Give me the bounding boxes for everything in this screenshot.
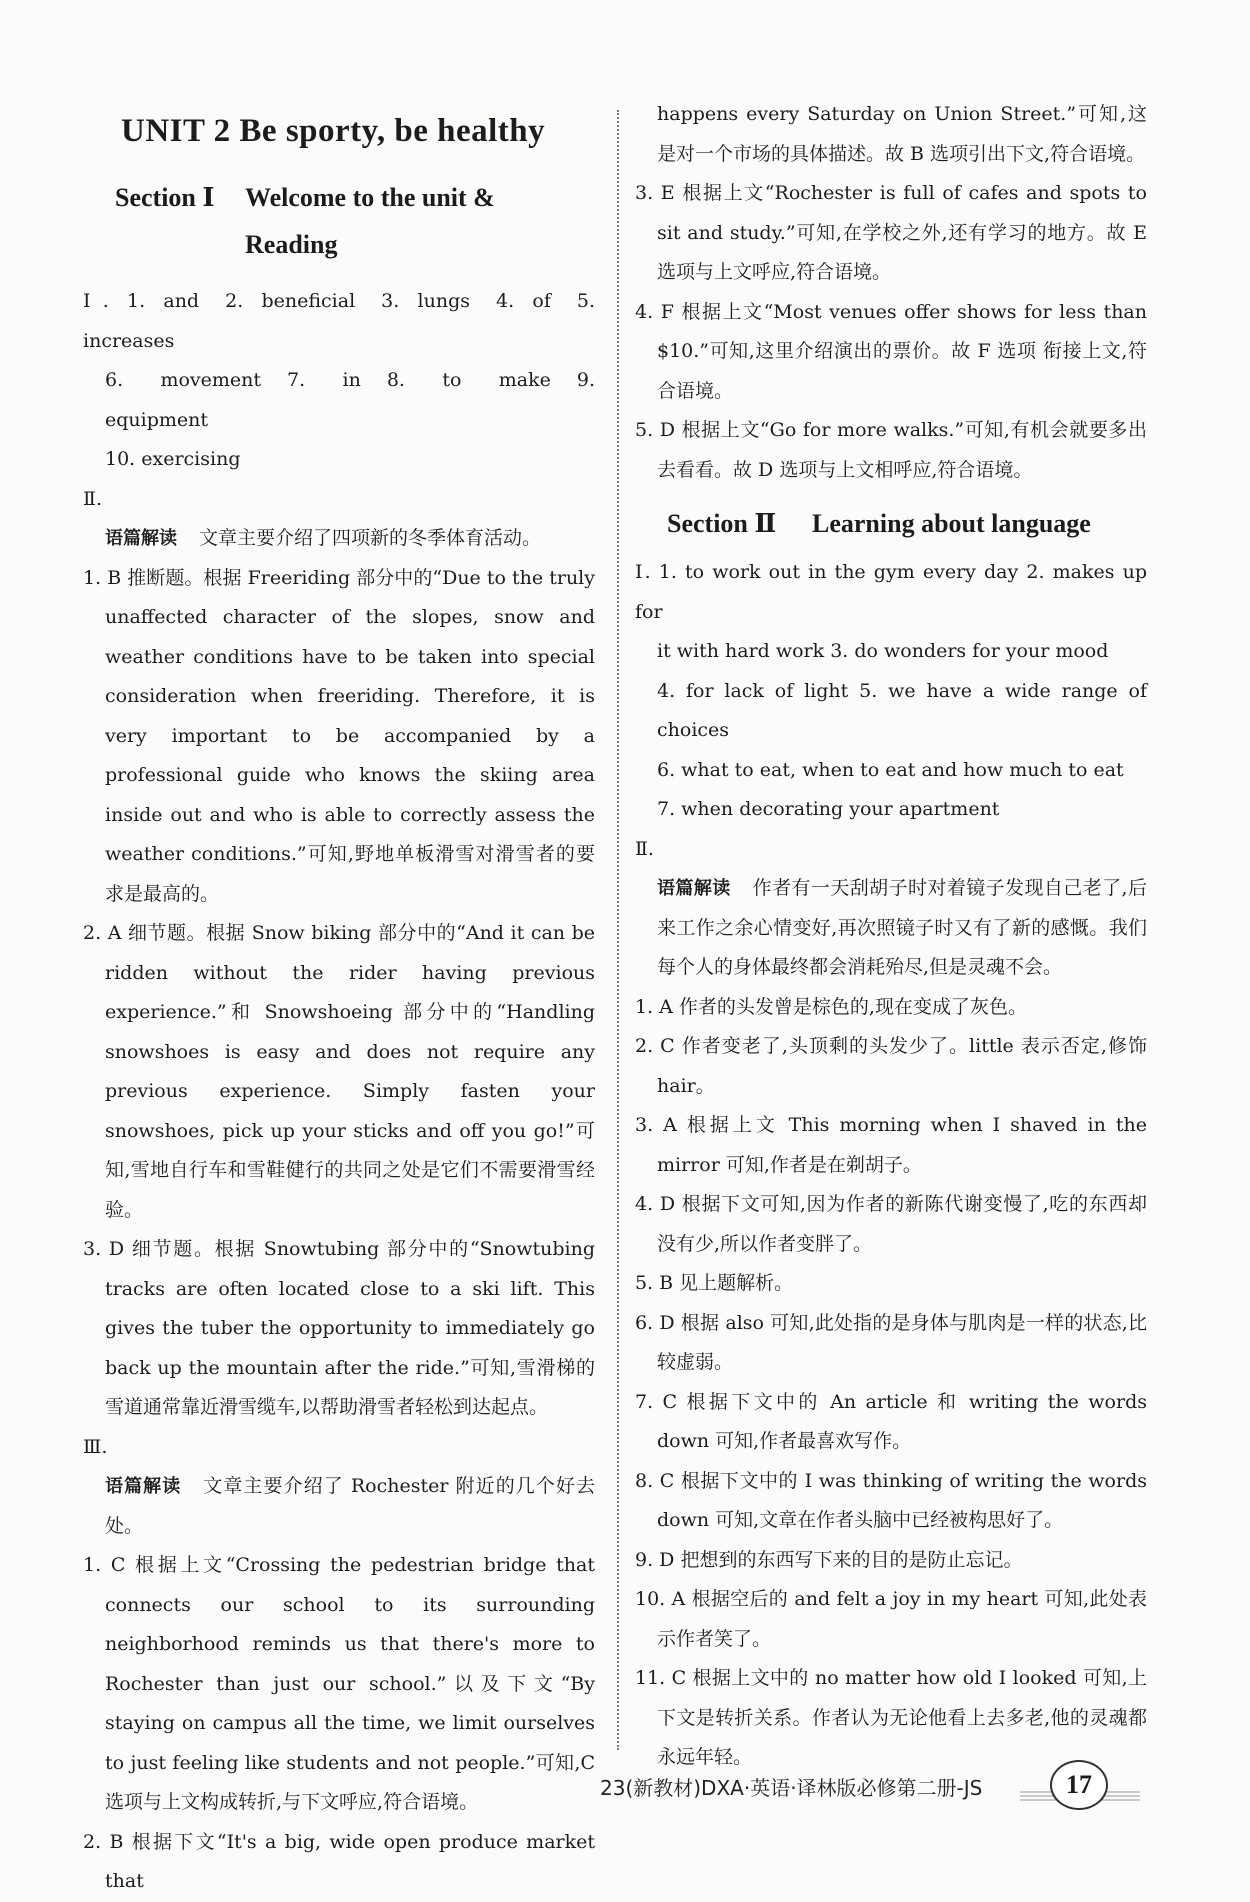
answer-item: 8. to make [386,369,551,391]
r-part1-line: 7. when decorating your apartment [657,798,1000,820]
section1-title-line1: Welcome to the unit & [245,183,495,212]
answer-item: 4. of [496,290,551,312]
unit-title: UNIT 2 Be sporty, be healthy [121,113,546,149]
list-item: 5. B 见上题解析。 [635,1272,794,1294]
list-item: 7. C 根据下文中的 An article 和 writing the words down 可知,作者最喜欢写作。 [635,1390,1147,1452]
part3-intro-tag: 语篇解读 [105,1476,182,1497]
r-part2-intro-tag: 语篇解读 [657,878,731,899]
part2-label: Ⅱ. [83,487,102,510]
list-item: 1. A 作者的头发曾是棕色的,现在变成了灰色。 [635,995,1027,1018]
section2-heading [635,500,1147,547]
list-item: 4. F 根据上文“Most venues offer shows for less than $10.”可知,这里介绍演出的票价。故 F 选项 衔接上文,符合语境。 [635,300,1147,402]
answers-row1 [83,290,595,352]
part1-answers [83,282,595,480]
answer-item: 10. exercising [105,448,241,470]
section2-label: Section Ⅱ [667,509,777,538]
section1-heading [83,174,595,268]
left-column [83,95,595,1902]
part1-label: Ⅰ. [83,290,109,312]
list-item: 11. C 根据上文中的 no matter how old I looked 可知,上下文是转折关系。作者认为无论他看上去多老,他的灵魂都永远年轻。 [635,1667,1147,1768]
section1-label: Section Ⅰ [115,183,215,212]
answers-row3 [83,440,595,480]
list-item: 8. C 根据下文中的 I was thinking of writing the words down 可知,文章在作者头脑中已经被构思好了。 [635,1469,1147,1531]
right-column [635,95,1147,1778]
section1-title-line2: Reading [245,230,338,259]
answer-item: 9. equipment [105,369,595,431]
r-part1-label: Ⅰ. [635,561,651,583]
page-number: 17 [1050,1760,1108,1810]
part3-intro: 语篇解读 文章主要介绍了 Rochester 附近的几个好去处。 [105,1475,595,1537]
r-part1-line: 6. what to eat, when to eat and how much to eat [657,758,1124,781]
r-part2-label: Ⅱ. [635,837,654,860]
answer-item: 7. in [287,369,361,391]
r-part1-line: 4. for lack of light 5. we have a wide range of choices [657,679,1147,741]
list-item: 5. D 根据上文“Go for more walks.”可知,有机会就要多出去看看。故 D 选项与上文相呼应,符合语境。 [635,419,1147,481]
list-item: 9. D 把想到的东西写下来的目的是防止忘记。 [635,1548,1023,1571]
list-item: 2. A 细节题。根据 Snow biking 部分中的“And it can be ridden without the rider having previous experience.”和 Snowshoeing 部分中的“Handling snowshoes is easy and does not require any previous experience. Simply fasten your snowshoes, pick up your sticks and off you go!”可知,雪地自行车和雪鞋健行的共同之处是它们不需要滑雪经验。 [83,922,595,1221]
r-part1-line: it with hard work 3. do wonders for your mood [657,640,1109,662]
list-item: 2. C 作者变老了,头顶剩的头发少了。little 表示否定,修饰 hair。 [635,1035,1147,1097]
footer-text: 23(新教材)DXA·英语·译林版必修第二册-JS [600,1776,983,1800]
list-item: 10. A 根据空后的 and felt a joy in my heart 可知,此处表示作者笑了。 [635,1588,1147,1650]
list-item: 4. D 根据下文可知,因为作者的新陈代谢变慢了,吃的东西却没有少,所以作者变胖了。 [635,1193,1147,1255]
list-item: 6. D 根据 also 可知,此处指的是身体与肌肉是一样的状态,比较虚弱。 [635,1311,1147,1373]
list-item: 3. E 根据上文“Rochester is full of cafes and spots to sit and study.”可知,在学校之外,还有学习的地方。故 E 选项与上文呼应,符合语境。 [635,182,1147,283]
answer-item: 6. movement [105,369,262,391]
r-part1-line: 1. to work out in the gym every day 2. makes up for [635,561,1148,623]
answers-row2 [83,361,595,440]
column-divider [617,110,619,1750]
section2-title: Learning about language [812,509,1091,538]
list-item: 1. B 推断题。根据 Freeriding 部分中的“Due to the truly unaffected character of the slopes, snow and weather conditions have to be taken into special consideration when freeriding. Therefore, it is very important to be accompanied by a professional guide who knows the skiing area inside out and who is able to correctly assess the weather conditions.”可知,野地单板滑雪对滑雪者的要求是最高的。 [83,566,595,905]
list-item: 1. C 根据上文“Crossing the pedestrian bridge that connects our school to its surrounding neighborhood reminds us that there's more to Rochester than just our school.”以及下文“By staying on campus all the time, we limit ourselves to just feeling like students and not people.”可知,C 选项与上文构成转折,与下文呼应,符合语境。 [83,1554,595,1813]
list-item: 3. D 细节题。根据 Snowtubing 部分中的“Snowtubing tracks are often located close to a ski lift. This gives the tuber the opportunity to immediately go back up the mountain after the ride.”可知,雪滑梯的雪道通常靠近滑雪缆车,以帮助滑雪者轻松到达起点。 [83,1238,595,1418]
answer-item: 3. lungs [381,290,471,312]
list-item: 2. B 根据下文“It's a big, wide open produce market that [83,1830,595,1892]
answer-item: 2. beneficial [225,290,356,312]
list-item: 3. A 根据上文 This morning when I shaved in the mirror 可知,作者是在剃胡子。 [635,1114,1147,1176]
part3-label: Ⅲ. [83,1435,108,1458]
continuation-text: happens every Saturday on Union Street.”可知,这是对一个市场的具体描述。故 B 选项引出下文,符合语境。 [657,103,1147,165]
answer-item: 5. increases [83,290,595,352]
r-part2-intro: 语篇解读 作者有一天刮胡子时对着镜子发现自己老了,后来工作之余心情变好,再次照镜子时又有了新的感慨。我们每个人的身体最终都会消耗殆尽,但是灵魂不会。 [657,877,1148,978]
part2-intro-tag: 语篇解读 [105,528,177,549]
answer-item: 1. and [127,290,200,312]
part2-intro: 语篇解读 文章主要介绍了四项新的冬季体育活动。 [105,527,542,549]
